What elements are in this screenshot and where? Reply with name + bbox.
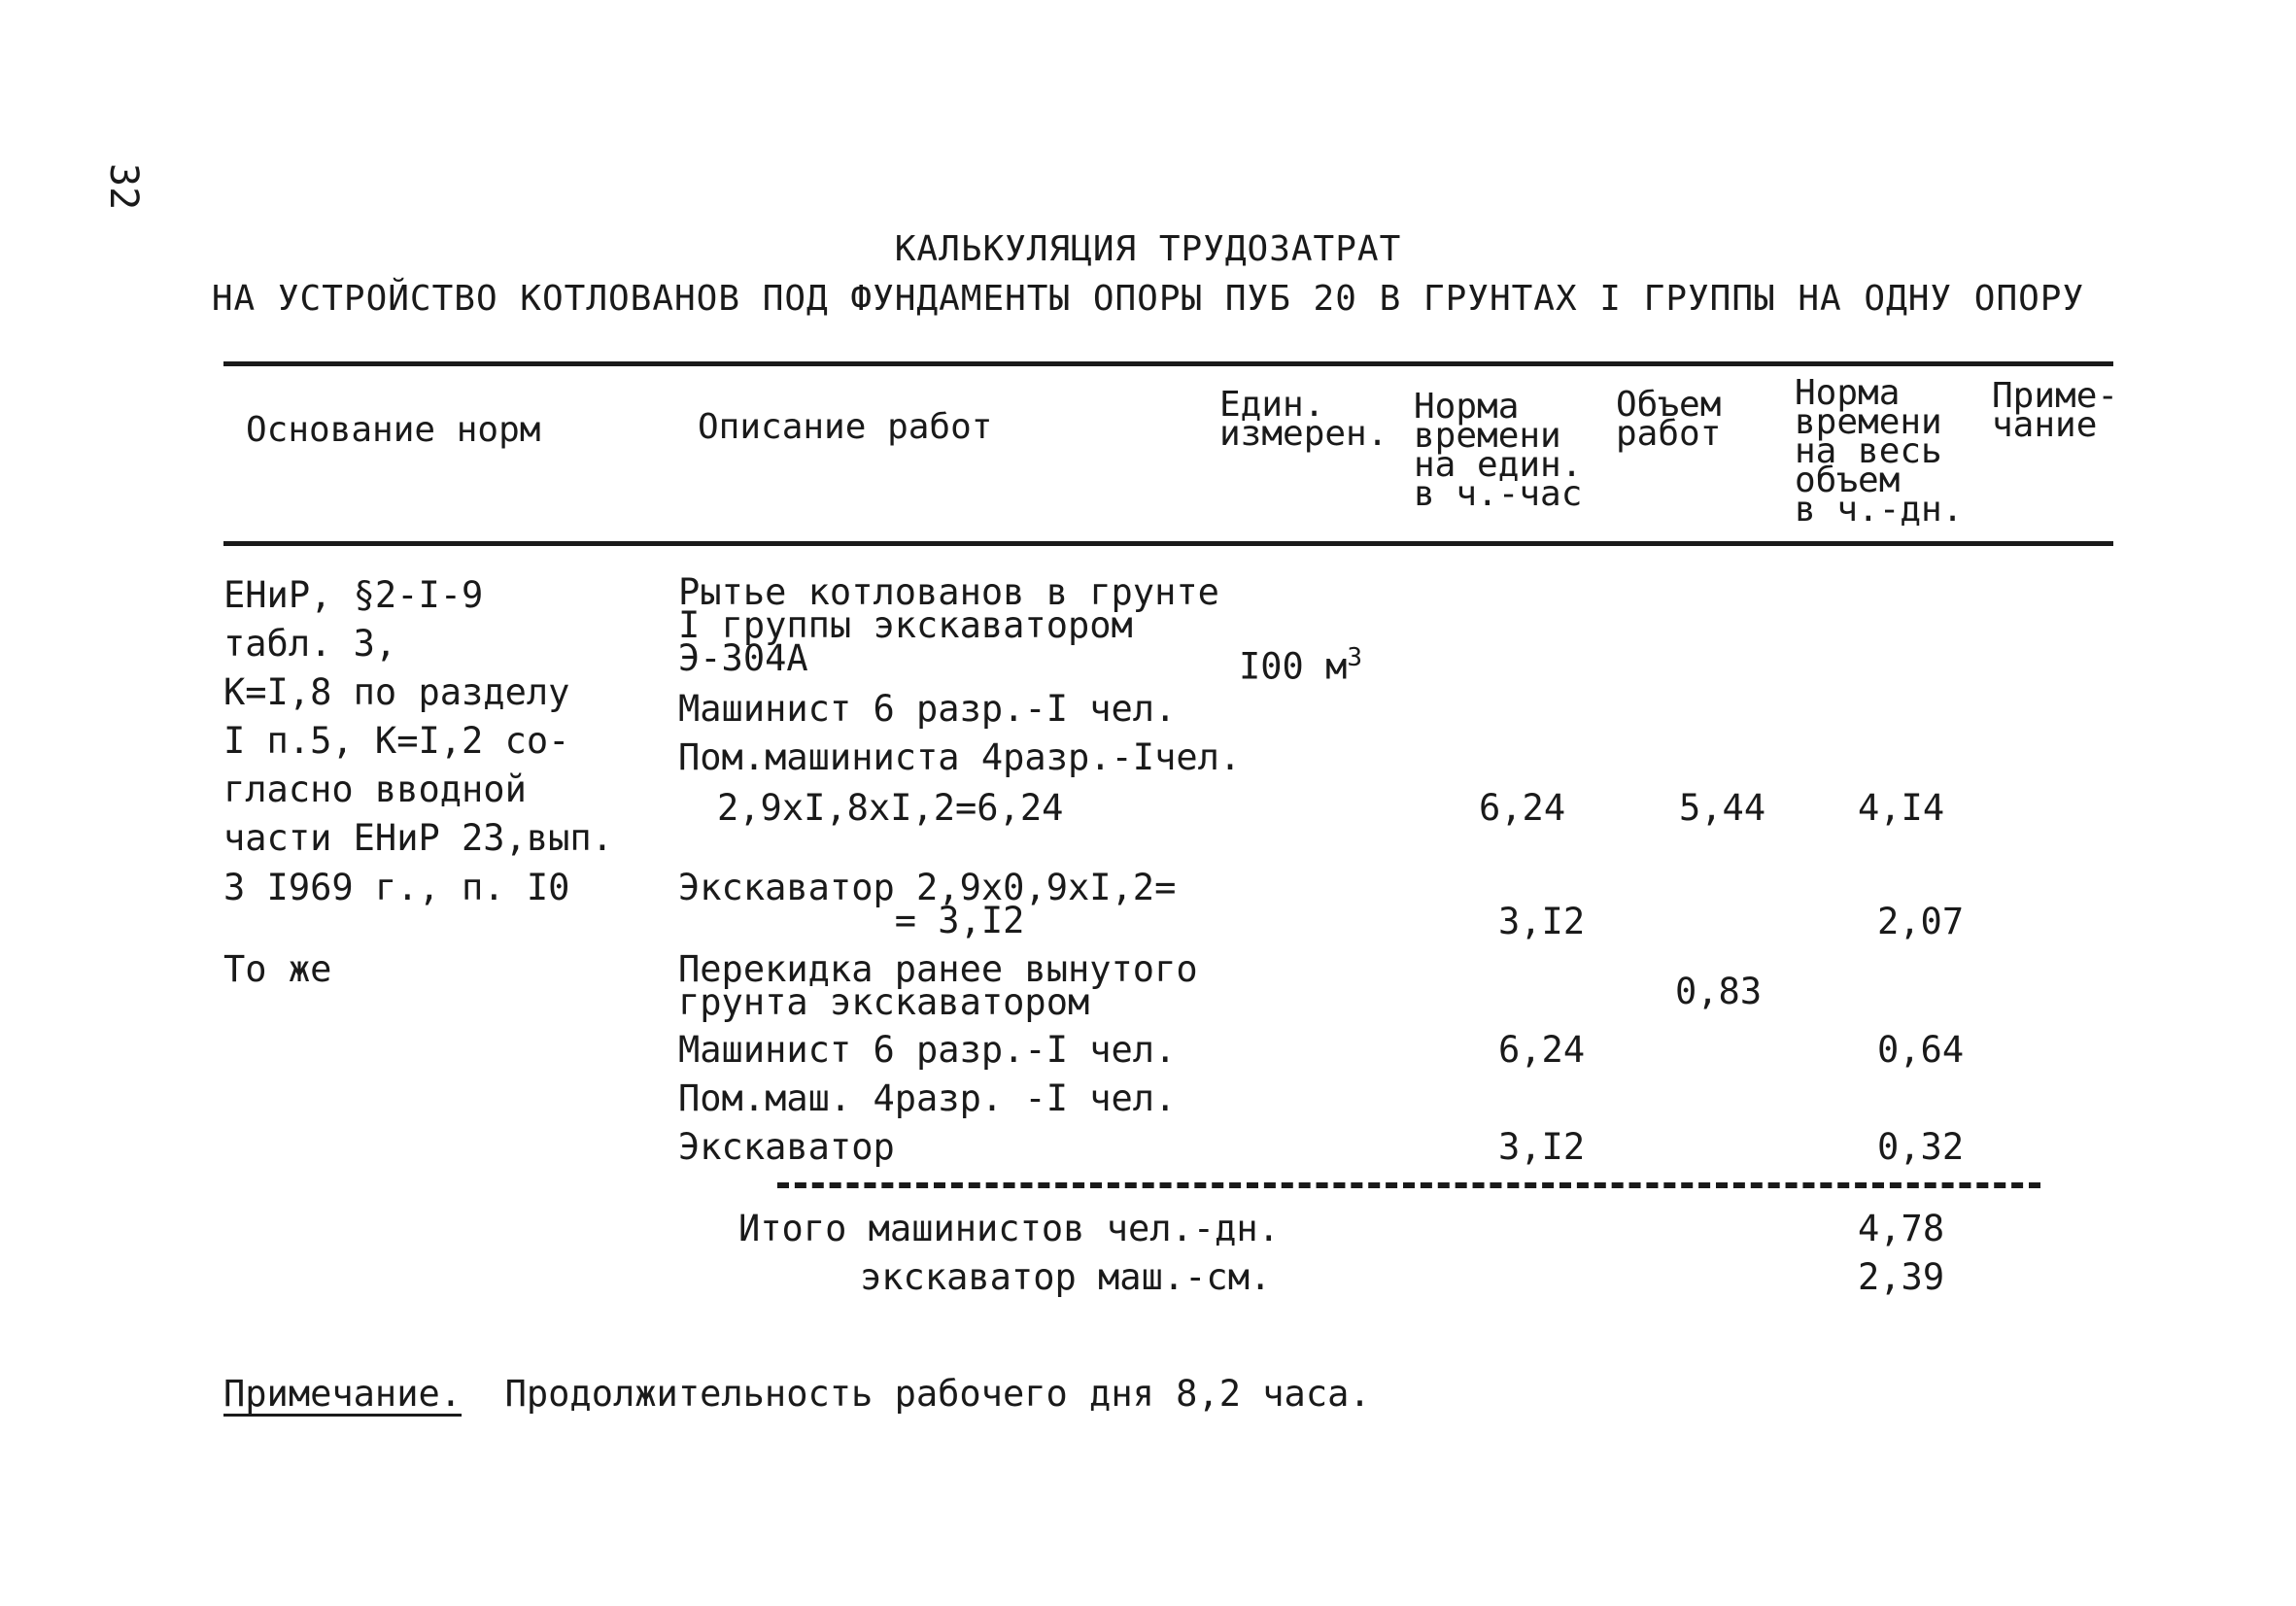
row-description: Экскаватор	[678, 1126, 895, 1168]
norm-total-value: 2,07	[1877, 901, 1965, 942]
header-norm-total: Норма времени на весь объем в ч.-дн.	[1795, 373, 1964, 530]
volume-value: 5,44	[1679, 787, 1766, 829]
unit-superscript: 3	[1347, 643, 1363, 672]
footnote-label: Примечание.	[223, 1373, 463, 1415]
basis-line: К=I,8 по разделу	[223, 671, 570, 713]
row-description: Пом.машиниста 4разр.-Iчел.	[678, 736, 1242, 778]
unit-value: I00 м	[1239, 645, 1348, 688]
basis-same: То же	[223, 948, 332, 990]
volume-value: 0,83	[1675, 971, 1763, 1012]
row-description: Машинист 6 разр.-I чел.	[678, 688, 1177, 730]
norm-per-unit-value: 3,I2	[1498, 901, 1586, 942]
totals-excavator-label: экскаватор маш.-см.	[860, 1256, 1272, 1298]
totals-excavator-value: 2,39	[1858, 1256, 1945, 1298]
totals-machinists-value: 4,78	[1858, 1208, 1945, 1249]
norm-total-value: 0,64	[1877, 1029, 1965, 1071]
document-title: КАЛЬКУЛЯЦИЯ ТРУДОЗАТРАТ	[894, 229, 1402, 269]
totals-machinists-label: Итого машинистов чел.-дн.	[738, 1208, 1280, 1249]
header-basis: Основание норм	[246, 410, 541, 450]
norm-per-unit-value: 6,24	[1498, 1029, 1586, 1071]
header-note: Приме- чание	[1992, 376, 2119, 445]
basis-line: I п.5, К=I,2 со-	[223, 720, 570, 762]
page-number: 32	[101, 163, 146, 211]
header-description: Описание работ	[698, 407, 993, 447]
totals-separator	[777, 1182, 2040, 1188]
row-description: Пом.маш. 4разр. -I чел.	[678, 1077, 1177, 1119]
norm-per-unit-value: 3,I2	[1498, 1126, 1586, 1168]
footnote	[223, 1373, 1371, 1415]
norm-per-unit-value: 6,24	[1479, 787, 1566, 829]
basis-line: 3 I969 г., п. I0	[223, 867, 570, 908]
header-unit: Един. измерен.	[1219, 385, 1388, 454]
header-volume: Объем работ	[1616, 385, 1722, 454]
table-top-rule	[223, 361, 2113, 366]
row-description: Экскаватор 2,9х0,9хI,2= = 3,I2	[678, 867, 1177, 941]
header-bottom-rule	[223, 541, 2113, 546]
basis-line: части ЕНиР 23,вып.	[223, 817, 613, 859]
row-description: Перекидка ранее вынутого грунта экскаватором	[678, 948, 1198, 1023]
basis-line: табл. 3,	[223, 623, 397, 665]
row-description: 2,9хI,8хI,2=6,24	[717, 787, 1064, 829]
row-description: Машинист 6 разр.-I чел.	[678, 1029, 1177, 1071]
basis-line: гласно вводной	[223, 769, 527, 810]
header-norm-per-unit: Норма времени на един. в ч.-час	[1414, 387, 1583, 514]
footnote-text: Продолжительность рабочего дня 8,2 часа.	[504, 1373, 1371, 1415]
basis-line: ЕНиР, §2-I-9	[223, 574, 484, 616]
norm-total-value: 0,32	[1877, 1126, 1965, 1168]
document-subtitle: НА УСТРОЙСТВО КОТЛОВАНОВ ПОД ФУНДАМЕНТЫ ОПОРЫ ПУБ 20 В ГРУНТАХ I ГРУППЫ НА ОДНУ ОПОРУ	[211, 279, 2085, 319]
row-description: Рытье котлованов в грунте I группы экскаватором Э-304А	[678, 571, 1219, 679]
row-unit	[1239, 641, 1363, 688]
norm-total-value: 4,I4	[1858, 787, 1945, 829]
